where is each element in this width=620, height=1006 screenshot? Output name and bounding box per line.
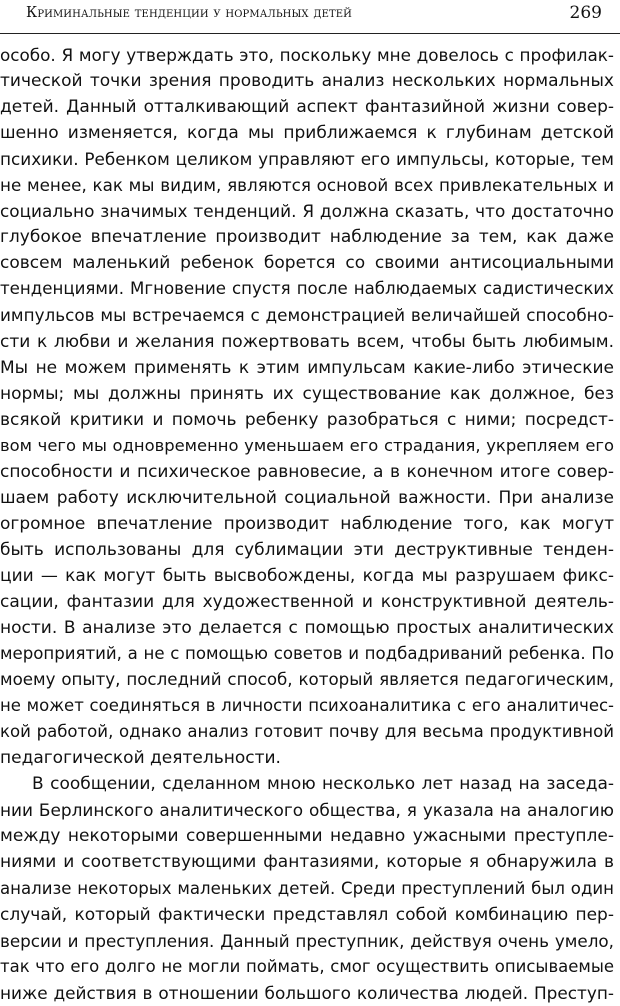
text-line: случай, который фактически представлял собой комбинацию пер- (0, 904, 614, 925)
text-line: версии и преступления. Данный преступник, действуя очень умело, (0, 930, 614, 951)
text-line: педагогической деятельности. (0, 748, 281, 769)
text-line: социально значимых тенденций. Я должна сказать, что достаточно (0, 201, 614, 222)
text-line: особо. Я могу утверждать это, поскольку мне довелось с профилак- (0, 45, 614, 65)
text-line: способности и психическое равновесие, а в конечном итоге совер- (0, 461, 614, 482)
text-line: совсем маленький ребенок борется со своими антисоциальными (0, 253, 614, 274)
text-line: тенденциями. Мгновение спустя после наблюдаемых садистических (0, 279, 614, 299)
text-line: детей. Данный отталкивающий аспект фантазийной жизни совер- (0, 97, 614, 118)
text-line: ниями и соответствующими фантазиями, которые я обнаружила в (0, 852, 614, 873)
body-text (0, 42, 614, 1006)
text-line: ности. В анализе это делается с помощью простых аналитических (0, 618, 614, 639)
text-line: шенно изменяется, когда мы приближаемся к глубинам детской (0, 123, 614, 144)
text-line: вом чего мы одновременно уменьшаем его страдания, укрепляем его (0, 435, 614, 455)
text-line: всякой критики и помочь ребенку разобраться с ними; посредст- (0, 409, 614, 430)
text-line: импульсов мы встречаемся с демонстрацией величайшей способно- (0, 305, 614, 326)
running-title: Криминальные тенденции у нормальных детей (26, 5, 352, 21)
text-line: кой работой, однако анализ готовит почву для весьма продуктивной (0, 722, 614, 742)
text-line: анализе некоторых маленьких детей. Среди преступлений был один (0, 878, 614, 898)
text-line: моему опыту, последний способ, который является педагогическим, (0, 670, 614, 690)
paragraph-2 (0, 771, 614, 1005)
text-line: шаем работу исключительной социальной важности. При анализе (0, 487, 614, 508)
text-line: нормы; мы должны принять их существование как должное, без (0, 383, 614, 404)
text-line: сации, фантазии для художественной и конструктивной деятель- (0, 591, 614, 612)
text-line: мероприятий, а не с помощью советов и подбадриваний ребенка. По (0, 644, 614, 664)
paragraph-1 (0, 42, 614, 771)
text-line: не может соединяться в личности психоаналитика с его аналитичес- (0, 696, 614, 716)
header-rule (0, 33, 620, 34)
text-line: тической точки зрения проводить анализ нескольких нормальных (0, 71, 614, 92)
text-line: ниже действия в отношении большого количества людей. Преступ- (0, 982, 614, 1003)
text-line: сти к любви и желания пожертвовать всем, чтобы быть любимым. (0, 331, 614, 352)
text-line: ции — как могут быть высвобождены, когда мы разрушаем фикс- (0, 565, 614, 586)
text-line: глубокое впечатление производит наблюдение за тем, как даже (0, 227, 614, 248)
text-line: психики. Ребенком целиком управляют его импульсы, которые, тем (0, 149, 614, 170)
page-number: 269 (569, 3, 602, 23)
running-header (0, 0, 620, 38)
text-line: быть использованы для сублимации эти деструктивные тенден- (0, 539, 614, 560)
text-line: так что его долго не могли поймать, смог осуществить описываемые (0, 956, 614, 976)
text-line: между некоторыми совершенными недавно ужасными преступле- (0, 826, 614, 847)
text-line: Мы не можем применять к этим импульсам какие-либо этические (0, 357, 614, 378)
text-line: огромное впечатление производит наблюдение того, как могут (0, 513, 614, 534)
text-line: В сообщении, сделанном мною несколько лет назад на заседа- (32, 774, 614, 795)
text-line: не менее, как мы видим, являются основой всех привлекательных и (0, 175, 614, 196)
text-line: нии Берлинского аналитического общества, я указала на аналогию (0, 800, 614, 821)
